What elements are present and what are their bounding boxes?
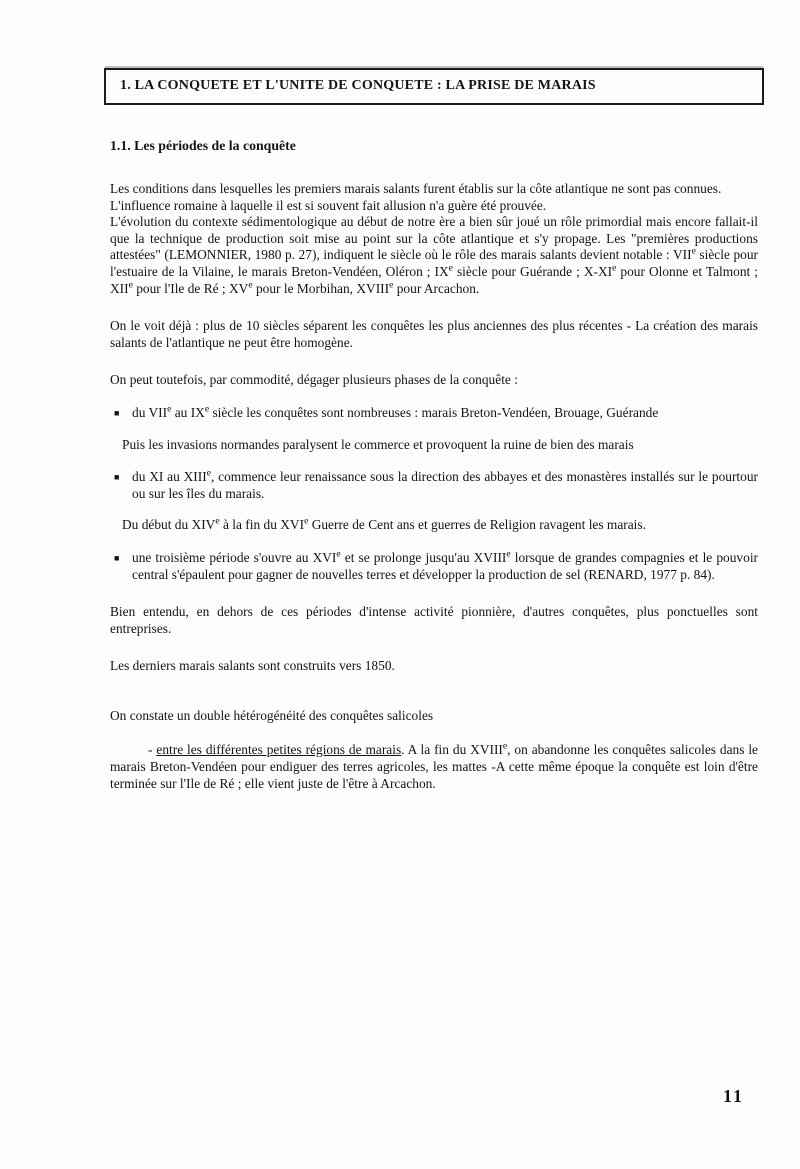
bullet-square-icon: ■ <box>114 472 120 483</box>
paragraph <box>110 372 758 389</box>
text-segment: siècle pour l'estuaire de la Vilaine, le marais Breton-Vendéen, Oléron ; IX <box>110 247 758 279</box>
bullet-text <box>132 550 758 583</box>
paragraph <box>110 318 758 351</box>
superscript-ordinal: e <box>448 262 453 274</box>
text-segment: Les conditions dans lesquelles les premiers marais salants furent établis sur la côte atlantique ne sont pas connues. <box>110 181 722 196</box>
bullet-item <box>110 469 758 502</box>
document-body <box>110 181 758 792</box>
text-segment: du VII <box>132 404 168 420</box>
bullet-text <box>132 469 758 502</box>
text-segment: et se prolonge jusqu'au XVIII <box>340 549 507 565</box>
text-segment: Puis les invasions normandes paralysent le commerce et provoquent la ruine de bien des marais <box>122 436 634 452</box>
paragraph <box>110 604 758 637</box>
text-segment: , on abandonne les conquêtes salicoles dans le marais Breton-Vendéen pour endiguer des terres agricoles, les mattes -A cette même époque la conquête est loin d'être terminée sur l'Ile de Ré ; elle vient juste de l'être à Arcachon. <box>110 742 758 791</box>
page-number: 11 <box>722 1086 744 1106</box>
paragraph <box>110 517 758 534</box>
text-segment: une troisième période s'ouvre au XVI <box>132 549 337 565</box>
superscript-ordinal: e <box>691 245 696 257</box>
paragraph <box>110 437 758 454</box>
superscript-ordinal: e <box>502 741 508 752</box>
bullet-item <box>110 405 758 422</box>
paragraph <box>110 198 758 215</box>
bullet-square-icon: ■ <box>114 552 120 563</box>
superscript-ordinal: e <box>248 279 253 291</box>
text-segment: du XI au XIII <box>132 469 207 485</box>
text-segment: pour Arcachon. <box>393 280 480 296</box>
superscript-ordinal: e <box>389 279 394 291</box>
text-segment: pour le Morbihan, XVIII <box>252 280 390 296</box>
superscript-ordinal: e <box>167 403 172 415</box>
text-segment: - <box>148 742 157 758</box>
text-segment: siècle pour Guérande ; X-XI <box>452 263 613 279</box>
paragraph <box>110 658 758 675</box>
superscript-ordinal: e <box>215 515 220 527</box>
text-segment: à la fin du XVI <box>219 517 305 533</box>
text-segment: entre les différentes petites régions de marais <box>156 742 402 758</box>
text-segment: pour Olonne et Talmont ; XII <box>110 263 758 296</box>
bullet-square-icon: ■ <box>114 407 120 418</box>
text-segment: On constate un double hétérogénéité des conquêtes salicoles <box>110 707 434 723</box>
paragraph <box>110 708 758 725</box>
text-segment: Guerre de Cent ans et guerres de Religion ravagent les marais. <box>308 517 646 533</box>
text-segment: pour l'Ile de Ré ; XV <box>132 280 249 296</box>
paragraph <box>110 214 758 297</box>
section-heading: 1.1. Les périodes de la conquête <box>110 138 296 153</box>
text-segment: Bien entendu, en dehors de ces périodes d'intense activité pionnière, d'autres conquêtes, plus ponctuelles sont entreprises. <box>110 604 758 636</box>
text-segment: L'évolution du contexte sédimentologique au début de notre ère a bien sûr joué un rôle primordial mais encore fallait-il que la technique de production soit mise au point sur la côte atlantique et s'y propage. Les "premières productions attestées" (LEMONNIER, 1980 p. 27), indiquent le siècle où le rôle des marais salants devient notable : VII <box>110 214 758 263</box>
superscript-ordinal: e <box>612 262 617 274</box>
chapter-title-box: 1. LA CONQUETE ET L'UNITE DE CONQUETE : LA PRISE DE MARAIS <box>104 68 764 105</box>
superscript-ordinal: e <box>128 279 133 291</box>
text-segment: . A la fin du XVIII <box>401 742 503 758</box>
text-segment: Du début du XIV <box>122 517 216 533</box>
text-segment: L'influence romaine à laquelle il est si souvent fait allusion n'a guère été prouvée. <box>110 197 547 213</box>
superscript-ordinal: e <box>336 548 341 560</box>
paragraph <box>110 181 758 198</box>
bullet-text <box>132 405 758 422</box>
text-segment: On le voit déjà : plus de 10 siècles séparent les conquêtes les plus anciennes des plus récentes - La création des marais salants de l'atlantique ne peut être homogène. <box>110 318 758 350</box>
text-segment: lorsque de grandes compagnies et le pouvoir central s'épaulent pour gagner de nouvelles terres et développer la production de sel (RENARD, 1977 p. 84). <box>132 549 759 582</box>
text-segment: au IX <box>171 404 205 420</box>
paragraph <box>110 742 758 792</box>
superscript-ordinal: e <box>204 403 210 415</box>
text-segment: On peut toutefois, par commodité, dégager plusieurs phases de la conquête : <box>110 372 518 388</box>
text-segment: , commence leur renaissance sous la direction des abbayes et des monastères installés sur le pourtour ou sur les îles du marais. <box>132 469 759 501</box>
superscript-ordinal: e <box>304 515 309 527</box>
text-segment: Les derniers marais salants sont construits vers 1850. <box>110 658 395 674</box>
bullet-item <box>110 550 758 583</box>
superscript-ordinal: e <box>206 467 211 479</box>
superscript-ordinal: e <box>506 548 511 560</box>
text-segment: siècle les conquêtes sont nombreuses : marais Breton-Vendéen, Brouage, Guérande <box>209 404 659 420</box>
